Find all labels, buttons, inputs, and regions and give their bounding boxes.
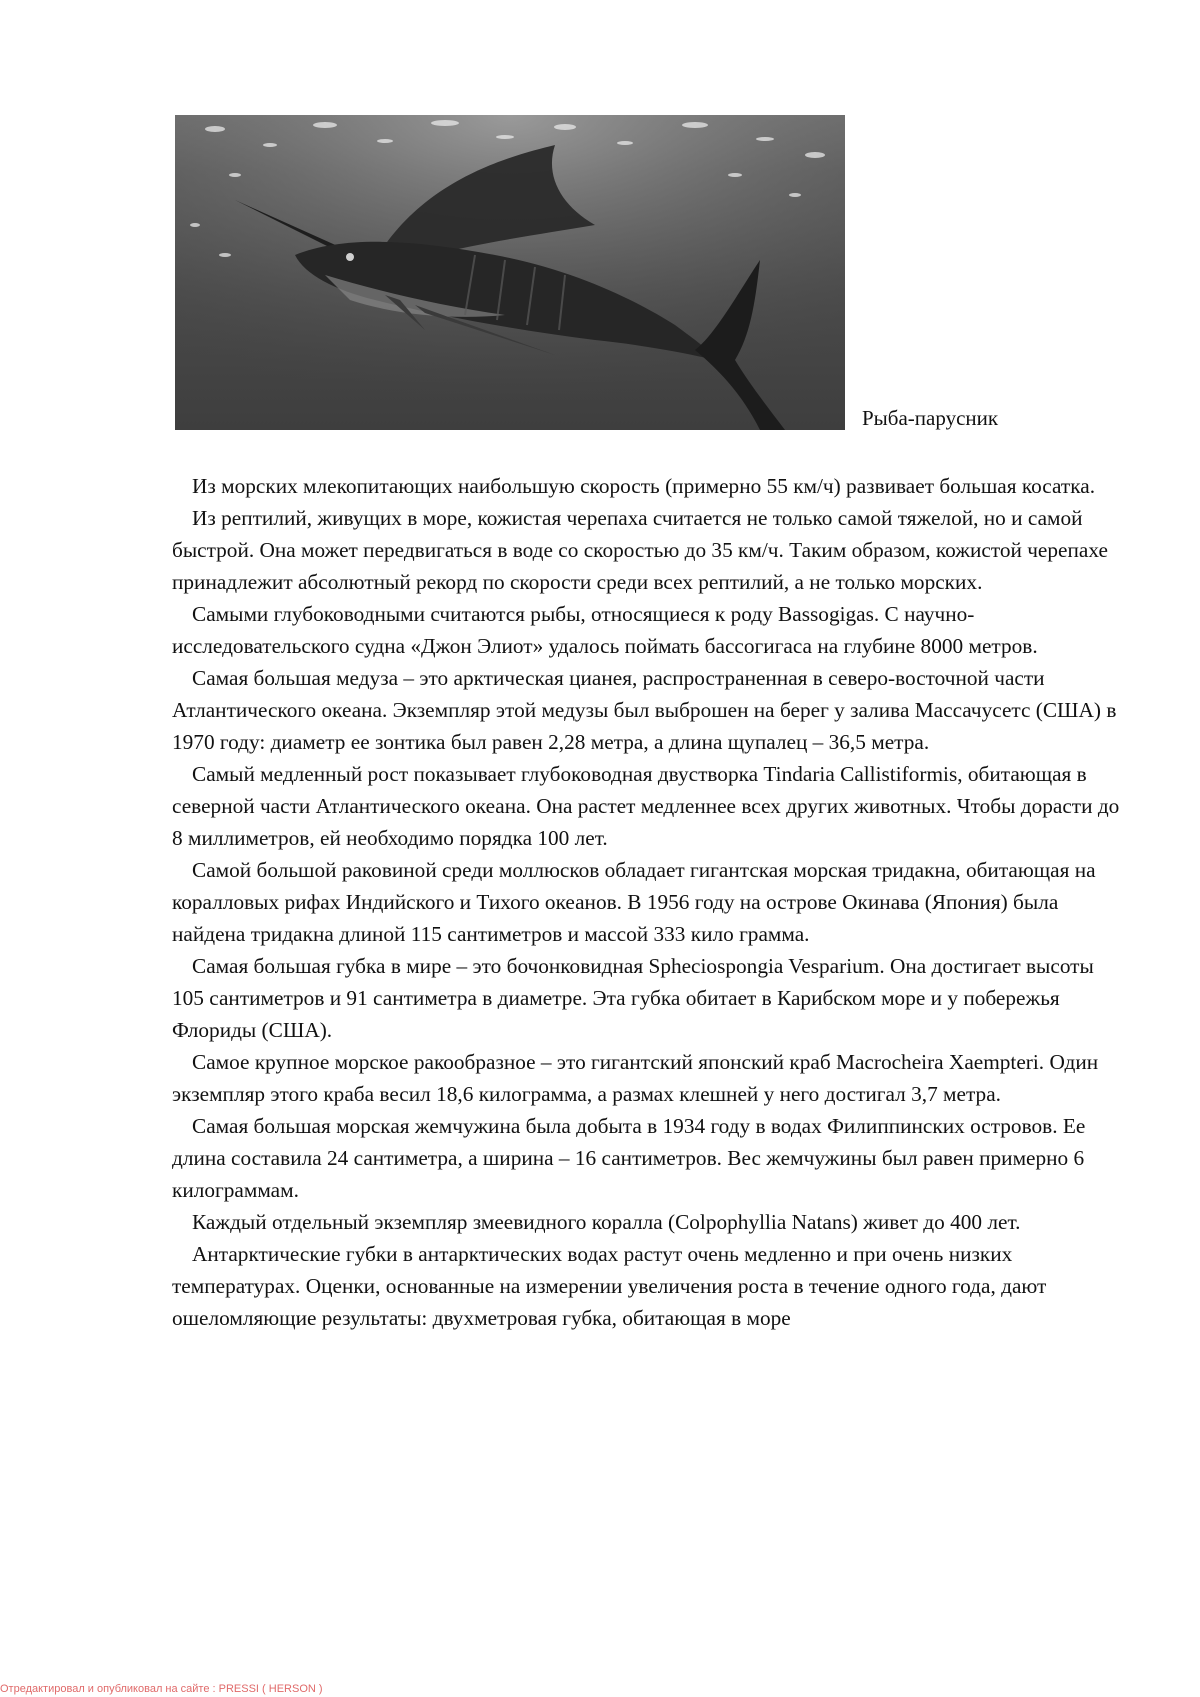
paragraph: Самыми глубоководными считаются рыбы, относящиеся к роду Bassogigas. С научно-исследовательского судна «Джон Элиот» удалось поймать бассогигаса на глубине 8000 метров. [172, 602, 1038, 658]
sailfish-photo [175, 115, 845, 430]
paragraph: Из морских млекопитающих наибольшую скорость (примерно 55 км/ч) развивает большая косатка. [192, 474, 1096, 498]
paragraph: Самой большой раковиной среди моллюсков обладает гигантская морская тридакна, обитающая на коралловых рифах Индийского и Тихого океанов. В 1956 году на острове Окинава (Япония) была найдена тридакна длиной 115 сантиметров и массой 333 кило грамма. [172, 858, 1096, 946]
paragraph: Самый медленный рост показывает глубоководная двустворка Tindaria Callistiformis, обитающая в северной части Атлантического океана. Она растет медленнее всех других животных. Чтобы дорасти до 8 миллиметров, ей необходимо порядка 100 лет. [172, 762, 1120, 850]
paragraph: Самое крупное морское ракообразное – это гигантский японский краб Macrocheira Xaempteri. Один экземпляр этого краба весил 18,6 килограмма, а размах клешней у него достигал 3,7 метра. [172, 1050, 1099, 1106]
publisher-note: Отредактировал и опубликовал на сайте : PRESSI ( HERSON ) [0, 1683, 323, 1695]
figure-caption: Рыба-парусник [862, 406, 999, 430]
paragraph: Каждый отдельный экземпляр змеевидного коралла (Colpophyllia Natans) живет до 400 лет. [192, 1210, 1021, 1234]
paragraph: Самая большая морская жемчужина была добыта в 1934 году в водах Филиппинских островов. Ее длина составила 24 сантиметра, а ширина – 16 сантиметров. Вес жемчужины был равен примерно 6 килограммам. [172, 1114, 1086, 1202]
paragraph: Антарктические губки в антарктических водах растут очень медленно и при очень низких температурах. Оценки, основанные на измерении увеличения роста в течение одного года, дают ошеломляющие результаты: двухметровая губка, обитающая в море [172, 1242, 1047, 1330]
article-body [172, 470, 1120, 1334]
paragraph: Из рептилий, живущих в море, кожистая черепаха считается не только самой тяжелой, но и самой быстрой. Она может передвигаться в воде со скоростью до 35 км/ч. Таким образом, кожистой черепахе принадлежит абсолютный рекорд по скорости среди всех рептилий, а не только морских. [172, 506, 1108, 594]
paragraph: Самая большая губка в мире – это бочонковидная Spheciospongia Vesparium. Она достигает высоты 105 сантиметров и 91 сантиметра в диаметре. Эта губка обитает в Карибском море и у побережья Флориды (США). [172, 954, 1094, 1042]
paragraph: Самая большая медуза – это арктическая цианея, распространенная в северо-восточной части Атлантического океана. Экземпляр этой медузы был выброшен на берег у залива Массачусетс (США) в 1970 году: диаметр ее зонтика был равен 2,28 метра, а длина щупалец – 36,5 метра. [172, 666, 1117, 754]
sailfish-icon [175, 115, 845, 430]
